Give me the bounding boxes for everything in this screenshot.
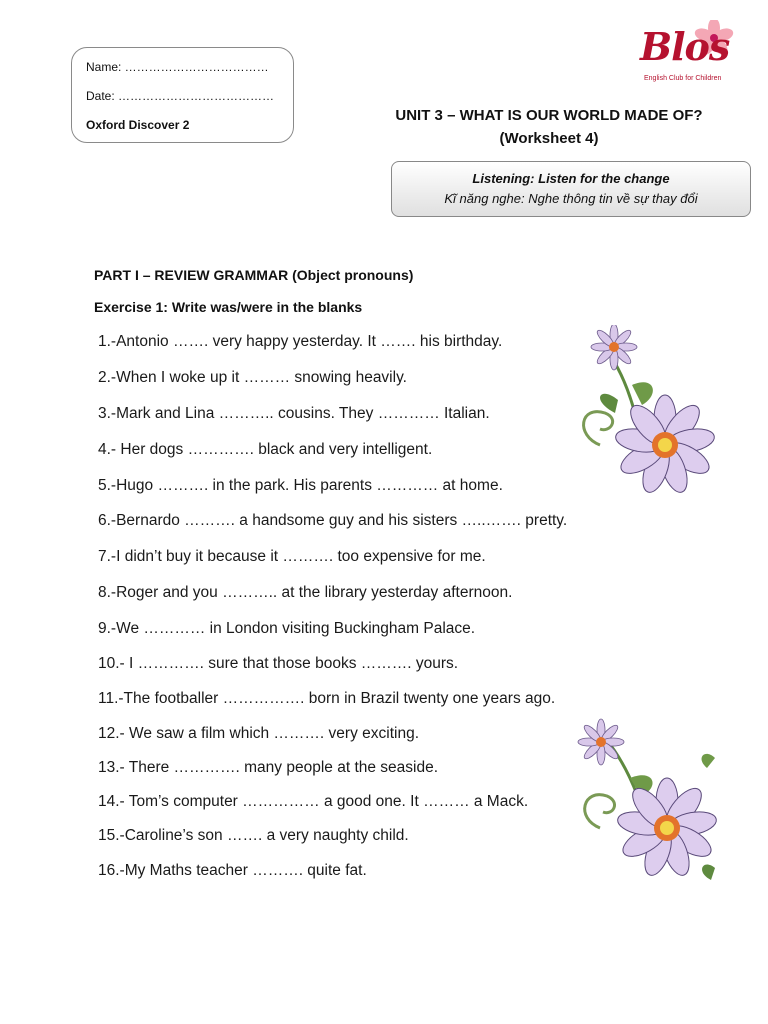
logo-subtitle: English Club for Children (644, 75, 722, 82)
student-info-box (71, 47, 294, 143)
exercise-item-3: 3.-Mark and Lina ……….. cousins. They ………… Italian. (98, 405, 490, 422)
date-field-label: Date: ………………………………… (86, 89, 275, 103)
exercise-item-8: 8.-Roger and you ……….. at the library yesterday afternoon. (98, 584, 513, 601)
exercise-item-9: 9.-We ………… in London visiting Buckingham Palace. (98, 620, 476, 637)
unit-title: UNIT 3 – WHAT IS OUR WORLD MADE OF? (395, 107, 703, 124)
worksheet-title (340, 104, 758, 150)
exercise-item-15: 15.-Caroline’s son ……. a very naughty child. (98, 827, 409, 844)
logo-text: Blos (640, 24, 730, 69)
exercise-item-2: 2.-When I woke up it ……… snowing heavily. (98, 369, 407, 386)
exercise-item-7: 7.-I didn’t buy it because it ………. too expensive for me. (98, 548, 486, 565)
worksheet-number: (Worksheet 4) (499, 130, 599, 147)
exercise-item-6: 6.-Bernardo ………. a handsome guy and his sisters …..……. pretty. (98, 512, 568, 529)
exercise-title: Exercise 1: Write was/were in the blanks (94, 299, 363, 315)
exercise-item-1: 1.-Antonio ……. very happy yesterday. It ……. his birthday. (98, 333, 503, 350)
flower-top-icon (570, 325, 720, 505)
exercise-item-11: 11.-The footballer ……………. born in Brazil twenty one years ago. (98, 690, 556, 707)
blos-logo (636, 20, 736, 88)
book-label: Oxford Discover 2 (86, 118, 190, 132)
part-title: PART I – REVIEW GRAMMAR (Object pronouns) (94, 267, 414, 283)
exercise-item-16: 16.-My Maths teacher ………. quite fat. (98, 862, 367, 879)
exercise-item-12: 12.- We saw a film which ………. very exciting. (98, 725, 419, 742)
banner-line-english: Listening: Listen for the change (472, 171, 670, 186)
exercise-item-14: 14.- Tom’s computer …………… a good one. It ……… a Mack. (98, 793, 529, 810)
exercise-item-4: 4.- Her dogs …………. black and very intelligent. (98, 441, 433, 458)
exercise-item-5: 5.-Hugo ………. in the park. His parents ………… at home. (98, 477, 503, 494)
exercise-item-13: 13.- There …………. many people at the seaside. (98, 759, 439, 776)
banner-line-vietnamese: Kĩ năng nghe: Nghe thông tin về sự thay đổi (444, 191, 698, 206)
flower-bottom-icon (575, 688, 725, 888)
listening-banner (391, 161, 751, 217)
name-field-label: Name: ……………………………… (86, 60, 269, 74)
exercise-item-10: 10.- I …………. sure that those books ………. yours. (98, 655, 459, 672)
